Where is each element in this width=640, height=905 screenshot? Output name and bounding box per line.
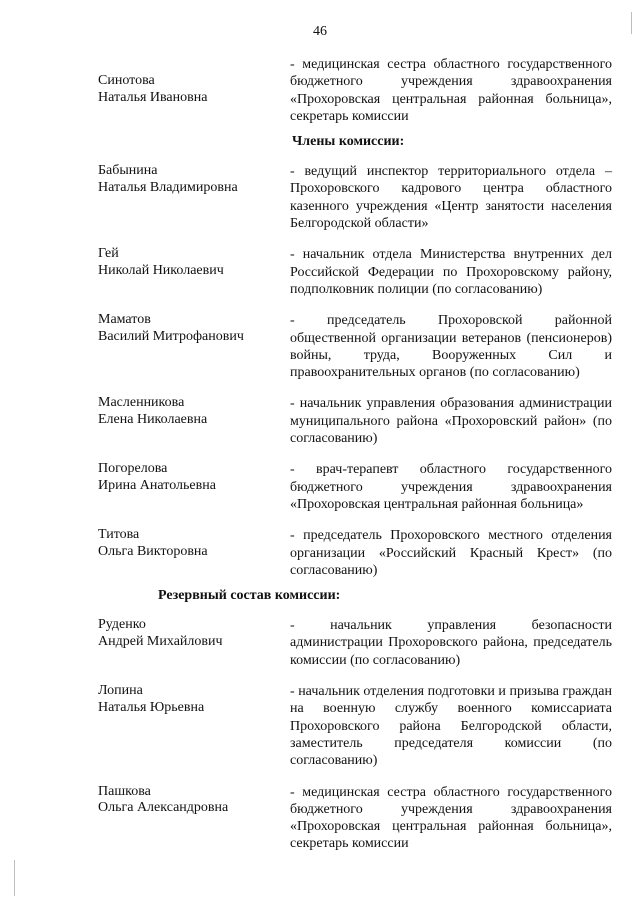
person-surname: Руденко <box>98 617 146 633</box>
person-name <box>98 617 290 669</box>
commission-list <box>98 56 612 853</box>
person-given-name: Ольга Викторовна <box>98 543 208 559</box>
person-name <box>98 527 290 579</box>
person-surname: Маматов <box>98 312 151 328</box>
person-surname: Бабынина <box>98 163 158 179</box>
list-entry <box>98 683 612 769</box>
person-given-name: Наталья Ивановна <box>98 89 208 105</box>
person-name <box>98 163 290 232</box>
person-given-name: Елена Николаевна <box>98 411 208 427</box>
person-name <box>98 56 290 125</box>
person-name <box>98 461 290 513</box>
person-role: - врач-терапевт областного государственного бюджетного учреждения здравоохранения «Прохоровская центральная районная больница» <box>290 462 612 512</box>
scan-edge-mark <box>631 12 632 34</box>
section-heading-reserve: Резервный состав комиссии: <box>158 588 341 604</box>
person-role: - начальник управления образования администрации муниципального района «Прохоровский район» (по согласованию) <box>290 396 612 447</box>
person-given-name: Ольга Александровна <box>98 800 229 815</box>
person-given-name: Андрей Михайлович <box>98 633 223 649</box>
person-given-name: Наталья Юрьевна <box>98 699 205 715</box>
list-entry <box>98 617 612 669</box>
person-surname: Титова <box>98 527 140 543</box>
person-surname: Лопина <box>98 683 143 699</box>
person-name <box>98 246 290 298</box>
person-name <box>98 683 290 769</box>
list-entry <box>98 395 612 447</box>
section-heading-members: Члены комиссии: <box>292 134 405 150</box>
list-entry <box>98 246 612 298</box>
person-role: - медицинская сестра областного государственного бюджетного учреждения здравоохранения «Прохоровская центральная районная больница», секретарь комиссии <box>290 57 612 124</box>
person-given-name: Николай Николаевич <box>98 262 224 278</box>
list-entry <box>98 461 612 513</box>
list-entry <box>98 163 612 232</box>
person-role: - начальник управления безопасности администрации Прохоровского района, председатель комиссии (по согласованию) <box>290 618 612 668</box>
person-surname: Синотова <box>98 73 155 88</box>
person-role: - председатель Прохоровской районной общественной организации ветеранов (пенсионеров) войны, труда, Вооруженных Сил и правоохранительных органов (по согласованию) <box>290 313 612 381</box>
scan-edge-mark <box>14 860 15 896</box>
person-given-name: Василий Митрофанович <box>98 328 244 344</box>
list-entry <box>98 312 612 381</box>
page-number: 46 <box>313 24 327 39</box>
person-role: - ведущий инспектор территориального отдела – Прохоровского кадрового центра областного казенного учреждения «Центр занятости населения Белгородской области» <box>290 164 612 232</box>
list-entry <box>98 527 612 579</box>
person-name <box>98 395 290 447</box>
person-name <box>98 784 290 853</box>
person-role: - начальник отдела Министерства внутренних дел Российской Федерации по Прохоровскому району, подполковник полиции (по согласованию) <box>290 247 612 297</box>
list-entry <box>98 56 612 125</box>
person-role: - медицинская сестра областного государственного бюджетного учреждения здравоохранения «Прохоровская центральная районная больница», секретарь комиссии <box>290 784 612 852</box>
person-surname: Погорелова <box>98 461 168 477</box>
person-name <box>98 312 290 381</box>
person-role: - председатель Прохоровского местного отделения организации «Российский Красный Крест» (по согласованию) <box>290 528 612 578</box>
person-given-name: Ирина Анатольевна <box>98 477 216 493</box>
person-role: - начальник отделения подготовки и призыва граждан на военную службу военного комиссариата Прохоровского района Белгородской области, заместитель председателя комиссии (по согласованию) <box>290 684 612 769</box>
list-entry <box>98 784 612 853</box>
person-surname: Гей <box>98 246 119 262</box>
person-given-name: Наталья Владимировна <box>98 179 238 195</box>
person-surname: Масленникова <box>98 395 185 411</box>
person-surname: Пашкова <box>98 783 151 799</box>
